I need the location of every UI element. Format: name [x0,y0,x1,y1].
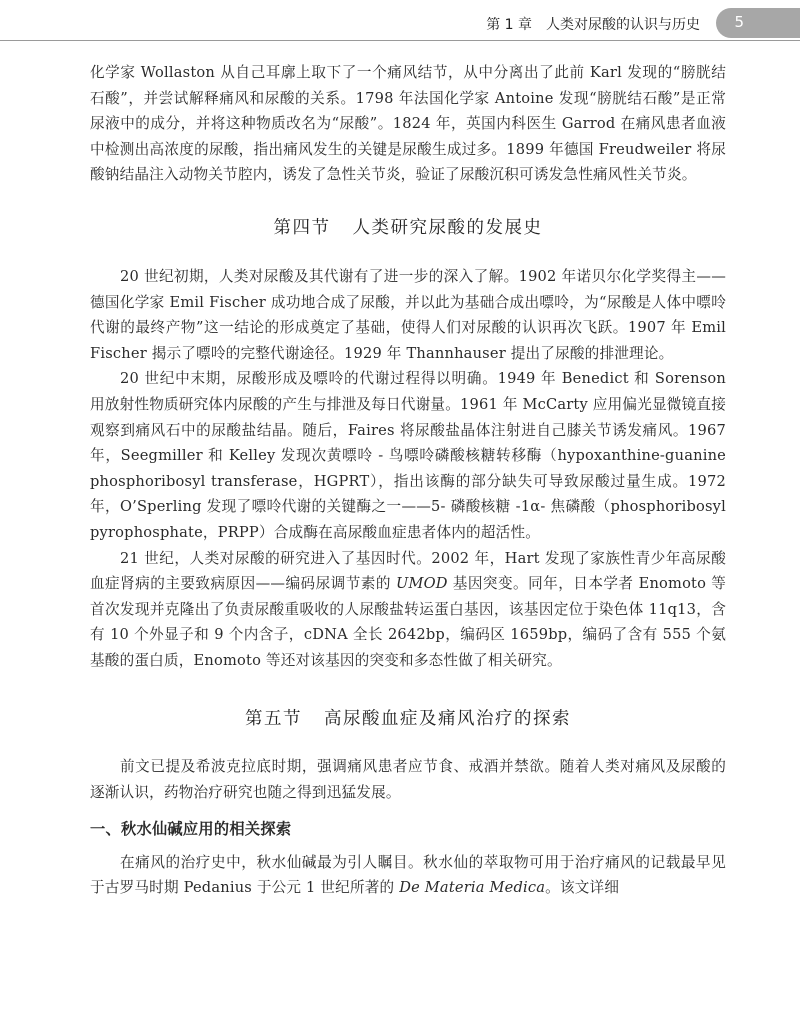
paragraph-early-20th-century: 20 世纪初期，人类对尿酸及其代谢有了进一步的深入了解。1902 年诺贝尔化学奖得主——德国化学家 Emil Fischer 成功地合成了尿酸，并以此为基础合成出嘌呤，为“尿酸是人体中嘌呤代谢的最终产物”这一结论的形成奠定了基础，使得人们对尿酸的认识再次飞跃。1907 年 Emil Fischer 揭示了嘌呤的完整代谢途径。1929 年 Thannhauser 提出了尿酸的排泄理论。 [90,267,726,362]
section-title: 人类研究尿酸的发展史 [352,217,543,238]
gene-name: UMOD [395,575,448,593]
text-run: 。该文详细 [545,879,620,897]
paragraph-21st-century [90,546,726,674]
paragraph-treatment-intro: 前文已提及希波克拉底时期，强调痛风患者应节食、戒酒并禁欲。随着人类对痛风及尿酸的逐渐认识，药物治疗研究也随之得到迅猛发展。 [90,758,726,802]
text-run: 21 世纪，人类对尿酸的研究进入了基因时代。2002 年，Hart 发现了家族性青少年高尿酸血症肾病的主要致病原因——编码尿调节素的 [90,549,726,593]
text-run: 基因突变。同年，日本学者 Enomoto 等首次发现并克隆出了负责尿酸重吸收的人尿酸盐转运蛋白基因，该基因定位于染色体 11q13，含有 10 个外显子和 9 个内含子，cDNA 全长 2642bp，编码区 1659bp，编码了含有 555 个氨基酸的蛋白质，Enomoto 等还对该基因的突变和多态性做了相关研究。 [90,575,726,669]
page-body [90,60,726,901]
text-run: 在痛风的治疗史中，秋水仙碱最为引人瞩目。秋水仙的萃取物可用于治疗痛风的记载最早见于古罗马时期 Pedanius 于公元 1 世纪所著的 [90,853,726,897]
paragraph-colchicine [90,850,726,901]
section-number: 第四节 [273,217,331,238]
section-heading-4 [90,214,726,239]
paragraph-wollaston: 化学家 Wollaston 从自己耳廓上取下了一个痛风结节，从中分离出了此前 Karl 发现的“膀胱结石酸”，并尝试解释痛风和尿酸的关系。1798 年法国化学家 Antoine 发现“膀胱结石酸”是正常尿液中的成分，并将这种物质改名为“尿酸”。1824 年，英国内科医生 Garrod 在痛风患者血液中检测出高浓度的尿酸，指出痛风发生的关键是尿酸生成过多。1899 年德国 Freudweiler 将尿酸钠结晶注入动物关节腔内，诱发了急性关节炎，验证了尿酸沉积可诱发急性痛风性关节炎。 [90,64,726,184]
page-number-tab [716,8,800,38]
section-heading-5 [90,705,726,730]
header-divider [0,40,800,41]
section-number: 第五节 [245,709,302,730]
subsection-heading-colchicine: 一、秋水仙碱应用的相关探索 [90,819,292,838]
paragraph-mid-late-20th-century: 20 世纪中末期，尿酸形成及嘌呤的代谢过程得以明确。1949 年 Benedict 和 Sorenson 用放射性物质研究体内尿酸的产生与排泄及每日代谢量。1961 年 McCarty 应用偏光显微镜直接观察到痛风石中的尿酸盐结晶。随后，Faires 将尿酸盐晶体注射进自己膝关节诱发痛风。1967 年，Seegmiller 和 Kelley 发现次黄嘌呤 - 鸟嘌呤磷酸核糖转移酶（hypoxanthine-guanine phosphoribosyl transferase，HGPRT），指出该酶的部分缺失可导致尿酸过量生成。1972 年，O’Sperling 发现了嘌呤代谢的关键酶之一——5- 磷酸核糖 -1α- 焦磷酸（phosphoribosyl pyrophosphate，PRPP）合成酶在高尿酸血症患者体内的超活性。 [90,370,726,541]
book-title: De Materia Medica [399,879,546,897]
section-title: 高尿酸血症及痛风治疗的探索 [324,709,571,730]
page-number: 5 [734,13,744,31]
chapter-title: 第 1 章 人类对尿酸的认识与历史 [486,17,700,33]
page-header [0,0,800,52]
